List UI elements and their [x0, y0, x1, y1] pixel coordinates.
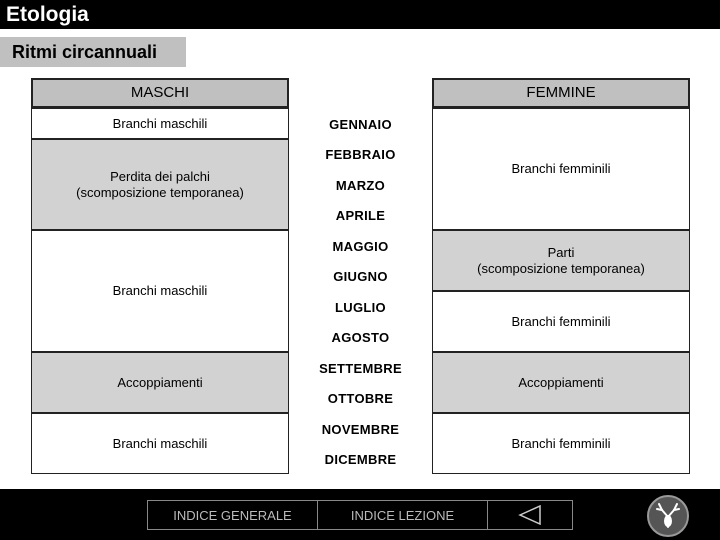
back-button[interactable] [487, 500, 573, 530]
deer-logo-icon[interactable] [647, 495, 689, 537]
month-label: OTTOBRE [327, 390, 394, 406]
month-label: FEBBRAIO [325, 146, 396, 162]
month-label: MAGGIO [332, 238, 389, 254]
month-label: SETTEMBRE [319, 360, 402, 376]
male-period-cell: Branchi maschili [31, 108, 289, 139]
female-period-cell: Accoppiamenti [432, 352, 690, 413]
male-period-cell: Accoppiamenti [31, 352, 289, 413]
female-period-cell: Branchi femminili [432, 108, 690, 230]
female-period-cell: Branchi femminili [432, 291, 690, 352]
month-label: DICEMBRE [324, 451, 397, 467]
lesson-index-button[interactable]: INDICE LEZIONE [317, 500, 488, 530]
month-label: MARZO [335, 177, 386, 193]
month-label: NOVEMBRE [321, 421, 400, 437]
month-label: GENNAIO [329, 116, 392, 132]
female-column-header: FEMMINE [432, 78, 690, 108]
female-period-cell: Branchi femminili [432, 413, 690, 474]
male-period-cell: Branchi maschili [31, 413, 289, 474]
month-label: LUGLIO [335, 299, 386, 315]
triangle-left-icon [517, 505, 543, 525]
general-index-button[interactable]: INDICE GENERALE [147, 500, 318, 530]
male-column-header: MASCHI [31, 78, 289, 108]
month-label: APRILE [335, 207, 386, 223]
male-period-cell: Perdita dei palchi (scomposizione temporanea) [31, 139, 289, 230]
month-label: AGOSTO [331, 329, 390, 345]
section-subtitle: Ritmi circannuali [0, 37, 186, 67]
female-period-cell: Parti (scomposizione temporanea) [432, 230, 690, 291]
male-period-cell: Branchi maschili [31, 230, 289, 352]
month-label: GIUGNO [333, 268, 388, 284]
app-title: Etologia [0, 0, 720, 29]
